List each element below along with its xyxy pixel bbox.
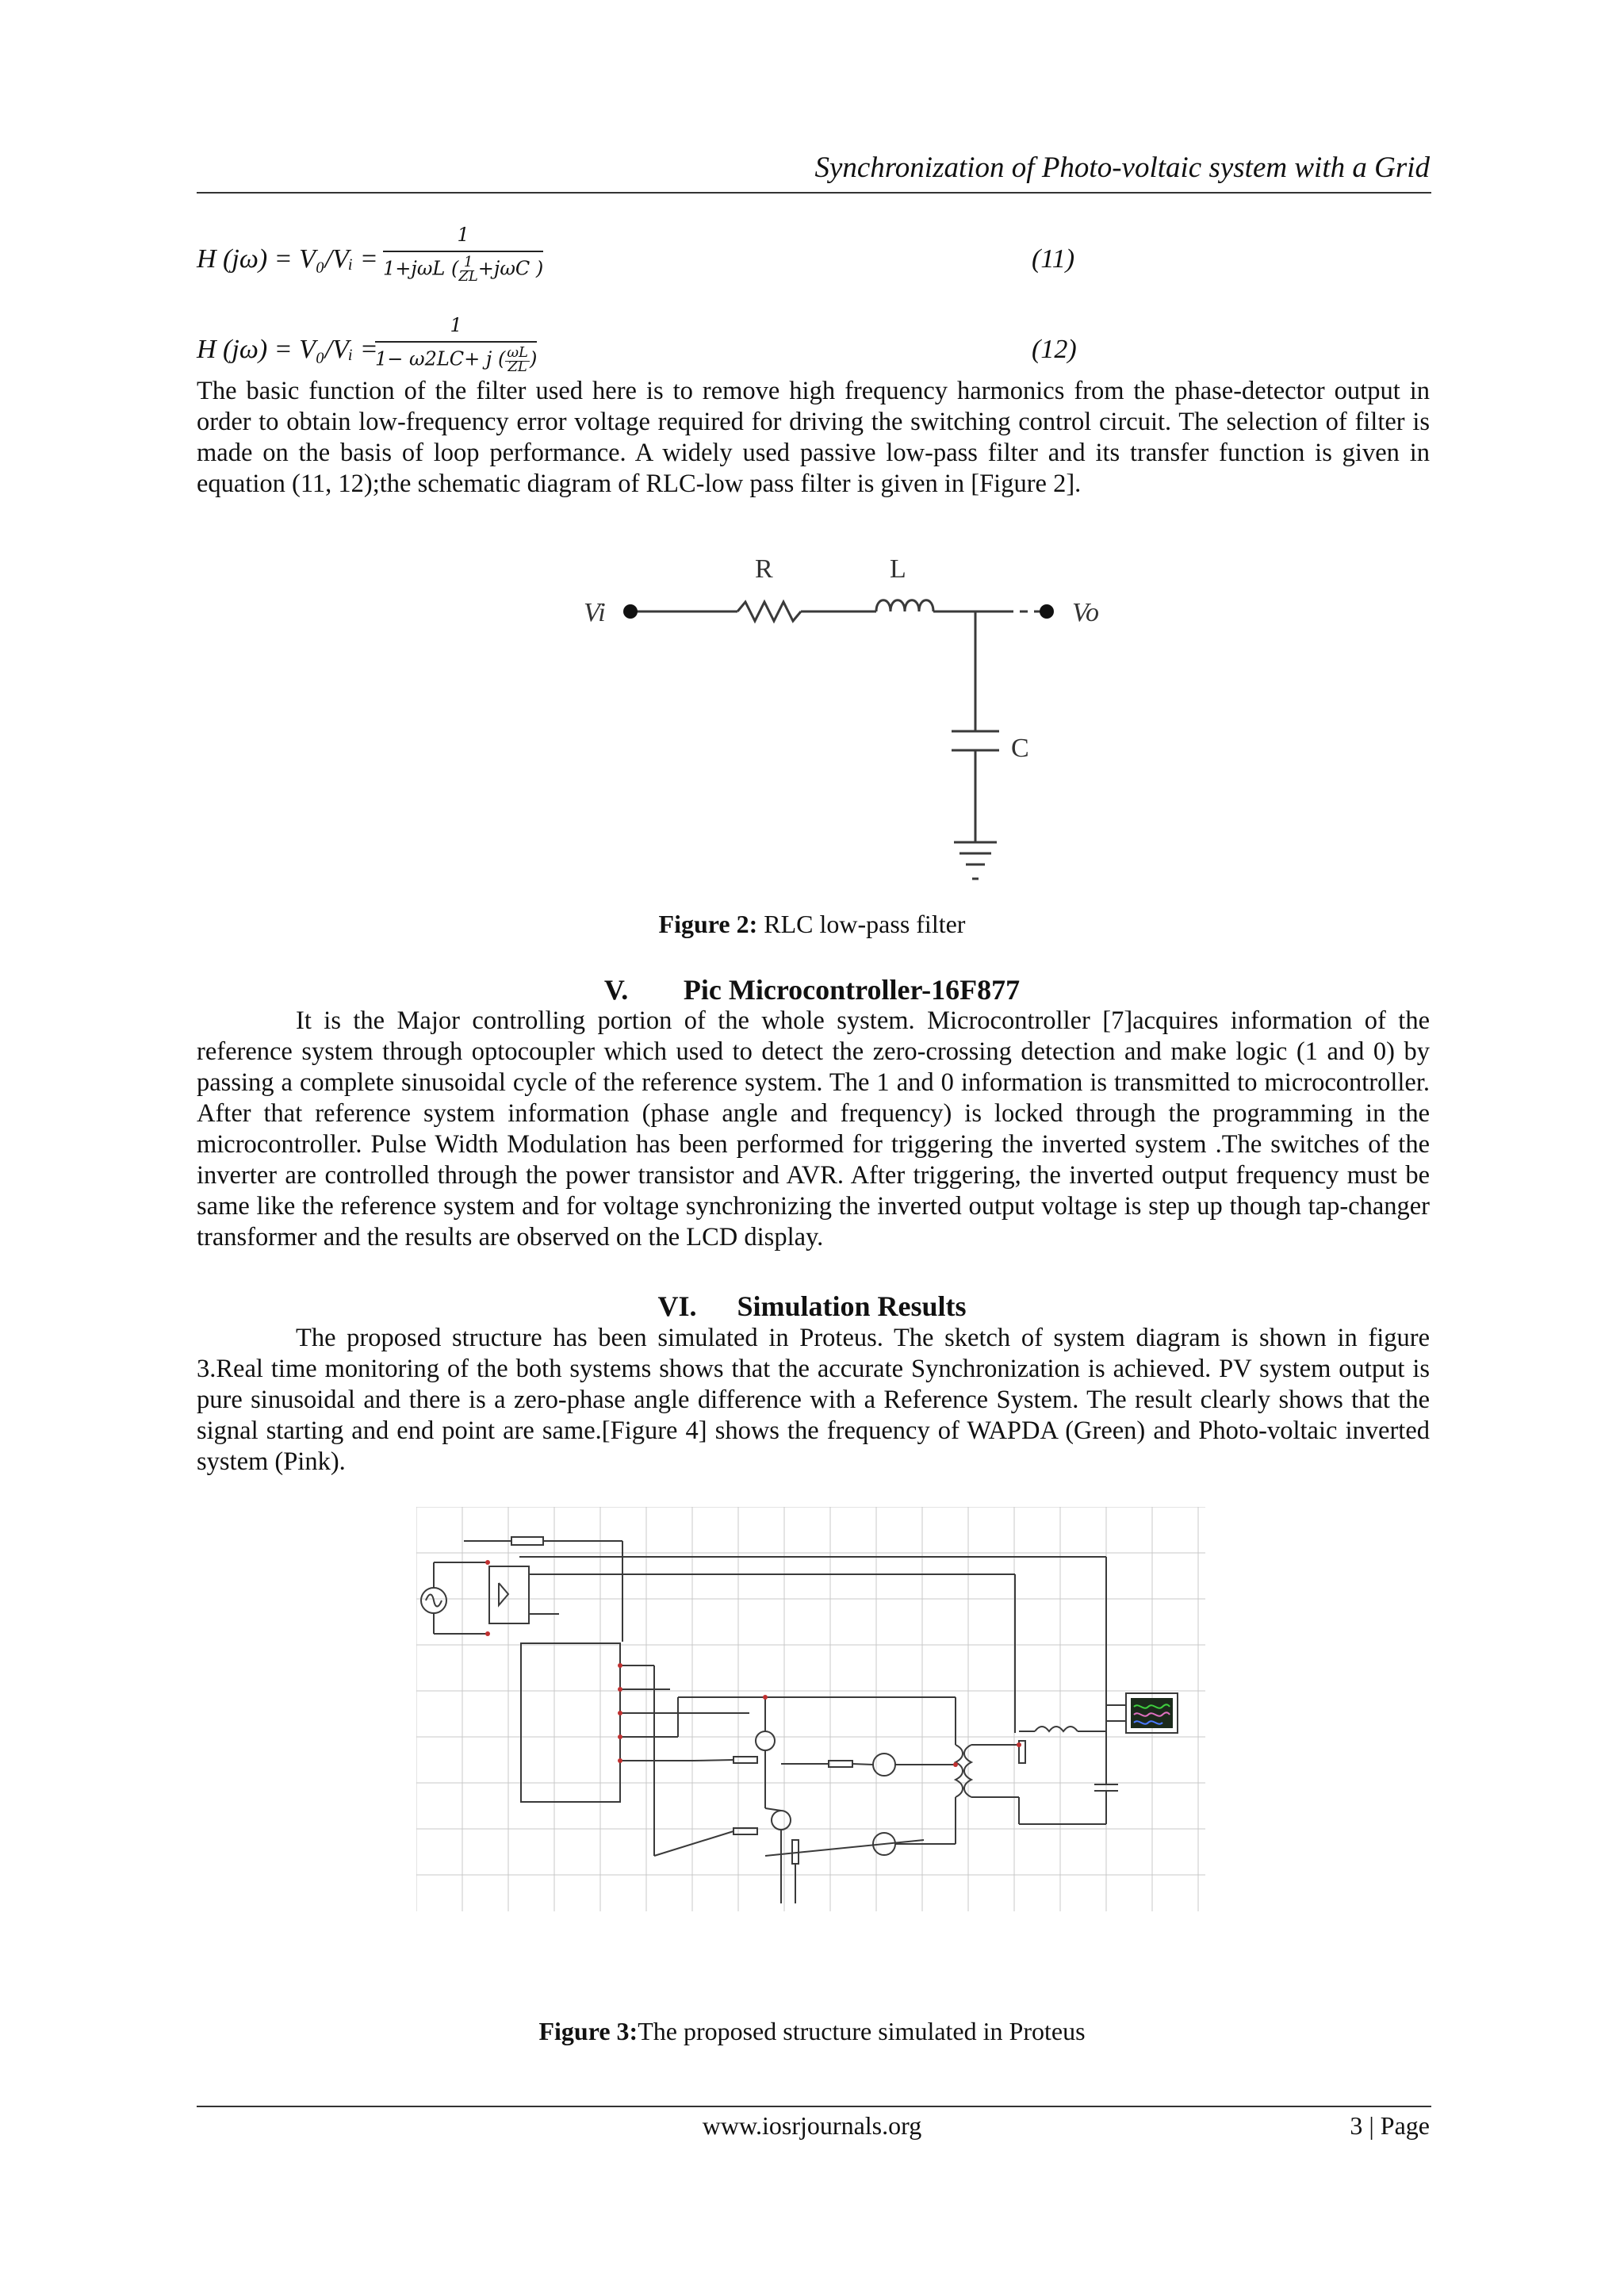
transformer-tr1-icon [956,1745,963,1797]
microcontroller-pic16f877-icon [521,1643,620,1802]
vo-terminal-icon [1040,604,1054,619]
den-post: +jωC ) [477,257,544,280]
l-label: L [890,554,906,584]
optocoupler-icon [489,1566,529,1623]
running-title: Synchronization of Photo-voltaic system with a Grid [814,151,1430,184]
caption-text: The proposed structure simulated in Proteus [638,2017,1086,2045]
equation-lhs: H (jω) = V₀/Vᵢ = [197,335,378,364]
equation-denominator [383,252,543,284]
footer-url: www.iosrjournals.org [702,2111,922,2140]
equation-number: (11) [1032,244,1075,274]
section-number: VI. [657,1290,697,1322]
equation-11 [197,224,1434,311]
equation-number: (12) [1032,335,1077,364]
den-inner-den: ZL [458,268,478,285]
section-title: Pic Microcontroller-16F877 [683,974,1021,1006]
equation-numerator: 1 [383,224,543,252]
paragraph-filter: The basic function of the filter used here is to remove high frequency harmonics from the phase-detector output in order to obtain low-frequency error voltage required for driving the switching control circuit. The selection of filter is made on the basis of loop performance. A widely used passive low-pass filter and its transfer function is given in equation (11, 12);the schematic diagram of RLC-low pass filter is given in [Figure 2]. [197,377,1430,498]
caption-label: Figure 2: [658,910,758,938]
vi-terminal-icon [623,604,638,619]
den-inner-num: ωL [507,344,528,361]
footer-rule [197,2106,1431,2107]
figure-3-proteus-schematic [416,1507,1205,1935]
section-number: V. [603,974,629,1006]
vo-label: Vo [1072,598,1099,627]
den-inner-fraction [505,346,530,374]
figure-3-caption [0,2017,1624,2046]
caption-text: RLC low-pass filter [757,910,966,938]
den-pre: 1− ω2LC+ j ( [375,347,506,370]
caption-label: Figure 3: [538,2017,638,2045]
section-5-heading [0,973,1624,1006]
den-pre: 1+jωL ( [383,257,459,280]
r-label: R [755,554,773,584]
equation-numerator: 1 [375,314,537,343]
den-inner-fraction [458,255,477,284]
den-inner-den: ZL [508,358,527,375]
c-label: C [1011,734,1029,763]
den-inner-num: 1 [463,254,473,270]
section-6-heading [0,1290,1624,1323]
den-post: ) [529,347,538,370]
equation-denominator [375,343,537,374]
section-title: Simulation Results [737,1290,967,1322]
section-5-body: It is the Major controlling portion of the whole system. Microcontroller [7]acquires information of the reference system through optocoupler which used to detect the zero-crossing detection and make logic (1 and 0) by passing a complete sinusoidal cycle of the reference system. The 1 and 0 information is transmitted to microcontroller. After that reference system information (phase angle and frequency) is locked through the programming in the microcontroller. Pulse Width Modulation has been performed for triggering the inverted system .The switches of the inverter are controlled through the power transistor and AVR. After triggering, the inverted output frequency must be same like the reference system and for voltage synchronizing the inverted output voltage is step up though tap-changer transformer and the results are observed on the LCD display. [197,1006,1430,1251]
equation-fraction [375,314,537,374]
footer-page-number: 3 | Page [1350,2111,1430,2140]
header-rule [197,192,1431,194]
equation-lhs: H (jω) = V₀/Vᵢ = [197,244,378,274]
figure-2-caption [0,910,1624,939]
section-6-body: The proposed structure has been simulated in Proteus. The sketch of system diagram is shown in figure 3.Real time monitoring of the both systems shows that the accurate Synchronization is achieved. PV system output is pure sinusoidal and there is a zero-phase angle difference with a Reference System. The result clearly shows that the signal starting and end point are same.[Figure 4] shows the frequency of WAPDA (Green) and Photo-voltaic inverted system (Pink). [197,1324,1430,1476]
vi-label: Vi [584,598,606,627]
equation-fraction [383,224,543,284]
figure-2-rlc-diagram [555,547,1126,896]
